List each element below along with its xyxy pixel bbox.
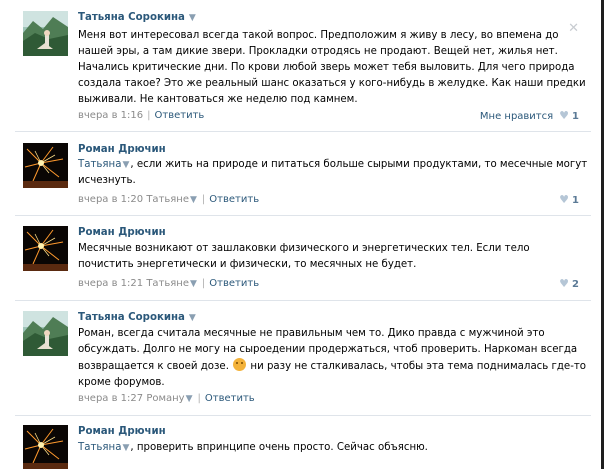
comment-meta: вчера в 1:16 | Ответить xyxy=(78,110,205,121)
comment-time[interactable]: вчера в 1:21 xyxy=(78,278,144,289)
like-count: 1 xyxy=(572,111,579,122)
avatar-image xyxy=(23,11,68,56)
author-name[interactable]: Роман Дрючин xyxy=(78,227,166,238)
divider xyxy=(15,215,591,216)
avatar-image xyxy=(23,226,68,271)
like-control[interactable] xyxy=(559,277,579,291)
close-icon[interactable]: ✕ xyxy=(568,21,579,36)
comment-4 xyxy=(0,311,601,407)
avatar[interactable] xyxy=(23,425,68,469)
sad-face-emoji-icon xyxy=(233,358,246,371)
heart-icon[interactable]: ♥ xyxy=(559,109,570,122)
author-row xyxy=(78,226,166,240)
heart-icon[interactable]: ♥ xyxy=(559,193,570,206)
comment-3 xyxy=(0,226,601,292)
reply-button[interactable]: Ответить xyxy=(204,393,255,404)
comment-body-continued: ни разу не сталкивалась, чтобы эта тема поднималась где-то кроме форумов. xyxy=(78,361,587,388)
caret-down-icon[interactable]: ▼ xyxy=(190,195,197,205)
reply-target[interactable]: Татьяне xyxy=(146,194,189,205)
avatar[interactable] xyxy=(23,11,68,56)
comment-5 xyxy=(0,425,601,469)
avatar-image xyxy=(23,143,68,188)
avatar-image xyxy=(23,311,68,356)
author-row xyxy=(78,425,166,439)
divider xyxy=(15,300,591,301)
caret-down-icon[interactable]: ▼ xyxy=(190,279,197,289)
author-name[interactable]: Татьяна Сорокина xyxy=(78,12,185,23)
author-row xyxy=(78,143,166,157)
comment-text xyxy=(78,326,588,391)
author-name[interactable]: Роман Дрючин xyxy=(78,426,166,437)
comment-text xyxy=(78,157,588,189)
comment-body: , проверить впринципе очень просто. Сейчас объясню. xyxy=(130,442,428,453)
caret-down-icon[interactable]: ▼ xyxy=(122,443,130,453)
like-count: 1 xyxy=(572,195,579,206)
heart-icon[interactable]: ♥ xyxy=(559,277,570,290)
like-count: 2 xyxy=(572,279,579,290)
comment-1 xyxy=(0,11,601,123)
comment-body: Роман, всегда считала месячные не правильным чем то. Дико правда с мужчиной это обсуждать. Долго не могу на сыроедении продержаться, чтоб проверить. Наркоман всегда возвращается к своей дозе. xyxy=(78,328,578,372)
author-name[interactable]: Татьяна Сорокина xyxy=(78,312,185,323)
comment-time[interactable]: вчера в 1:27 xyxy=(78,393,144,404)
avatar[interactable] xyxy=(23,143,68,188)
caret-down-icon[interactable]: ▼ xyxy=(188,313,196,323)
comment-2 xyxy=(0,143,601,209)
caret-down-icon[interactable]: ▼ xyxy=(185,394,193,404)
comment-time[interactable]: вчера в 1:16 xyxy=(78,110,144,121)
comment-body: , если жить на природе и питаться больше сырыми продуктами, то месечные могут исчезнуть. xyxy=(78,159,588,186)
reply-button[interactable]: Ответить xyxy=(154,110,205,121)
caret-down-icon[interactable]: ▼ xyxy=(122,160,130,170)
mention-link[interactable]: Татьяна xyxy=(78,159,122,170)
comment-meta: вчера в 1:20 Татьяне▼ | Ответить xyxy=(78,194,260,205)
comment-meta: вчера в 1:21 Татьяне▼ | Ответить xyxy=(78,278,260,289)
like-label[interactable]: Мне нравится xyxy=(479,111,554,122)
author-row xyxy=(78,11,196,25)
avatar[interactable] xyxy=(23,226,68,271)
author-name[interactable]: Роман Дрючин xyxy=(78,144,166,155)
avatar-image xyxy=(23,425,68,469)
author-row xyxy=(78,311,196,325)
reply-target[interactable]: Татьяне xyxy=(146,278,189,289)
divider xyxy=(15,131,591,132)
comment-text: Меня вот интересовал всегда такой вопрос. Предположим я живу в лесу, во впемена до нашей эры, а там дикие звери. Прокладки отродясь не продают. Вещей нет, жилья нет. Начались критические дни. По крови любой зверь может тебя выловить. Для чего природа создала такое? Это же реальный шанс оказаться у кого-нибудь в желудке. Как наши предки выживали. Не кантоваться же неделю под камнем. xyxy=(78,30,586,105)
comment-text xyxy=(78,440,588,456)
like-control[interactable] xyxy=(559,193,579,207)
mention-link[interactable]: Татьяна xyxy=(78,442,122,453)
avatar[interactable] xyxy=(23,311,68,356)
reply-button[interactable]: Ответить xyxy=(209,278,260,289)
divider xyxy=(15,415,591,416)
comment-meta: вчера в 1:27 Роману▼ | Ответить xyxy=(78,393,255,404)
comment-text: Месячные возникают от зашлаковки физического и энергетических тел. Если тело почистить энергетически и физически, то месячных не будет. xyxy=(78,243,530,270)
reply-button[interactable]: Ответить xyxy=(209,194,260,205)
caret-down-icon[interactable]: ▼ xyxy=(188,13,196,23)
reply-target[interactable]: Роману xyxy=(146,393,185,404)
like-control[interactable] xyxy=(480,109,579,123)
comment-time[interactable]: вчера в 1:20 xyxy=(78,194,144,205)
